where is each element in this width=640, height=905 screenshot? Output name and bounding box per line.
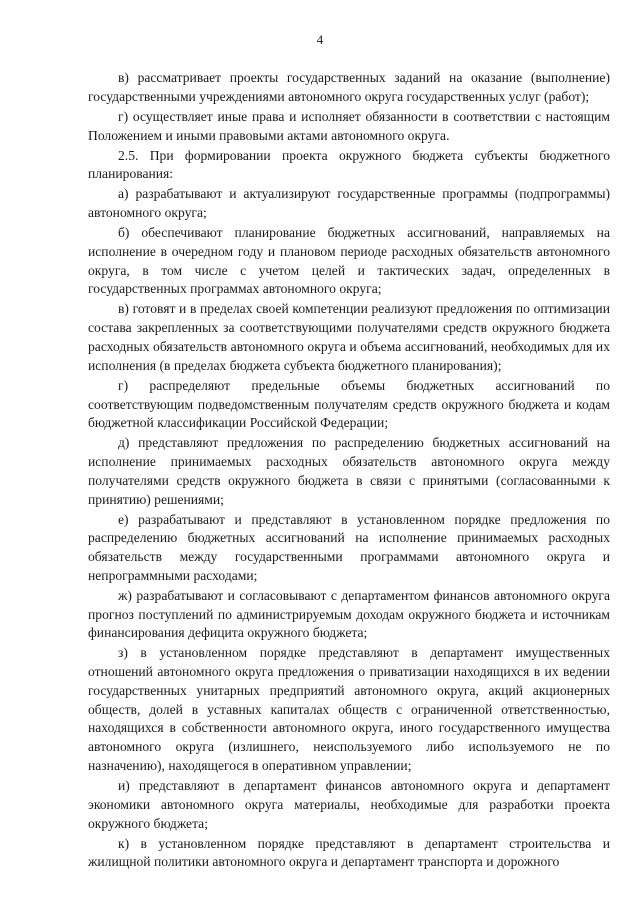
paragraph-k-construction: к) в установленном порядке представляют в департамент строительства и жилищной политики автономного округа и департамент транспорта и дорожного: [88, 835, 610, 870]
paragraph-e-allocation: е) разрабатывают и представляют в установленном порядке предложения по распределению бюджетных ассигнований на исполнение принимаемых расходных обязательств между государственными программами автономного округа и непрограммными расходами;: [88, 511, 610, 583]
paragraph-b-planning: б) обеспечивают планирование бюджетных ассигнований, направляемых на исполнение в очередном году и плановом периоде расходных обязательств автономного округа, в том числе с учетом целей и тактических задач, определенных в государственных программах автономного округа;: [88, 225, 610, 297]
paragraph-zh-revenue-forecast: ж) разрабатывают и согласовывают с департаментом финансов автономного округа прогноз поступлений по администрируемым доходам окружного бюджета и источникам финансирования дефицита окружного бюджета;: [88, 587, 610, 641]
document-body: [88, 69, 610, 873]
paragraph-z-privatization: з) в установленном порядке представляют в департамент имущественных отношений автономного округа предложения о приватизации находящихся в их ведении государственных унитарных предприятий автономного округа, акций акционерных обществ, долей в уставных капиталах обществ с ограниченной ответственностью, находящихся в собственности автономного округа, иного государственного имущества автономного округа (излишнего, неиспользуемого либо используемого не по назначению), находящегося в оперативном управлении;: [88, 645, 610, 773]
paragraph-v-optimization: в) готовят и в пределах своей компетенции реализуют предложения по оптимизации состава закрепленных за соответствующими получателями средств окружного бюджета расходных обязательств автономного округа и объема ассигнований, необходимых для их исполнения (в пределах бюджета субъекта бюджетного планирования);: [88, 301, 610, 373]
paragraph-g-distribution: г) распределяют предельные объемы бюджетных ассигнований по соответствующим подведомственным получателям средств окружного бюджета и кодам бюджетной классификации Российской Федерации;: [88, 377, 610, 431]
page-number: 4: [316, 32, 324, 47]
paragraph-v-reviews-assignments: в) рассматривает проекты государственных заданий на оказание (выполнение) государственными учреждениями автономного округа государственных услуг (работ);: [88, 70, 610, 104]
paragraph-g-other-rights: г) осуществляет иные права и исполняет обязанности в соответствии с настоящим Положением и иными правовыми актами автономного округа.: [88, 108, 610, 143]
paragraph-i-materials: и) представляют в департамент финансов автономного округа и департамент экономики автономного округа материалы, необходимые для разработки проекта окружного бюджета;: [88, 778, 610, 831]
paragraph-a-programs: а) разрабатывают и актуализируют государственные программы (подпрограммы) автономного округа;: [88, 186, 610, 221]
paragraph-d-proposals: д) представляют предложения по распределению бюджетных ассигнований на исполнение принимаемых расходных обязательств автономного округа между получателями средств окружного бюджета в связи с принятыми (согласованными к принятию) решениями;: [88, 435, 610, 507]
paragraph-2-5-heading: 2.5. При формировании проекта окружного бюджета субъекты бюджетного планирования:: [88, 147, 610, 182]
